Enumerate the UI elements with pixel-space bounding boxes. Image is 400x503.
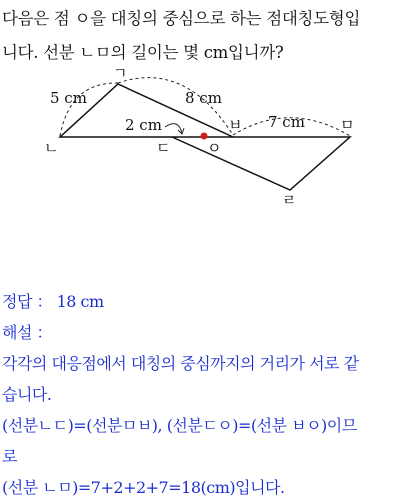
length-gb: 8 cm [185, 89, 222, 107]
label-o: ㅇ [207, 139, 222, 157]
label-d: ㄷ [156, 139, 171, 157]
answer-row [2, 286, 400, 317]
explanation-line-1: 각각의 대응점에서 대칭의 중심까지의 거리가 서로 같 [2, 354, 359, 373]
explanation-line-3: (선분ㄴㄷ)=(선분ㅁㅂ), (선분ㄷㅇ)=(선분 ㅂㅇ)이므 [2, 416, 357, 435]
question-text [2, 2, 398, 70]
label-g: ㄱ [113, 64, 128, 82]
question-line-1: 다음은 점 ㅇ을 대칭의 중심으로 하는 점대칭도형입 [2, 9, 361, 28]
answer-section [2, 286, 400, 503]
explanation-line-4: 로 [2, 447, 17, 466]
explanation-label: 해설 ： [2, 323, 52, 342]
explanation-line-5: (선분 ㄴㅁ)=7+2+2+7=18(cm)입니다. [2, 478, 285, 497]
answer-label: 정답 ： [2, 292, 52, 311]
label-m: ㅁ [340, 116, 355, 134]
label-r: ㄹ [282, 191, 297, 209]
answer-value: 18 cm [56, 292, 104, 311]
label-n: ㄴ [44, 139, 59, 157]
length-2cm: 2 cm [125, 116, 162, 134]
question-line-2: 니다. 선분 ㄴㅁ의 길이는 몇 cm입니까? [2, 43, 284, 62]
length-bm: 7 cm [268, 113, 305, 131]
point-symmetric-figure [0, 64, 400, 220]
length-ng: 5 cm [50, 89, 87, 107]
explanation-line-2: 습니다. [2, 385, 52, 404]
label-b: ㅂ [228, 116, 243, 134]
